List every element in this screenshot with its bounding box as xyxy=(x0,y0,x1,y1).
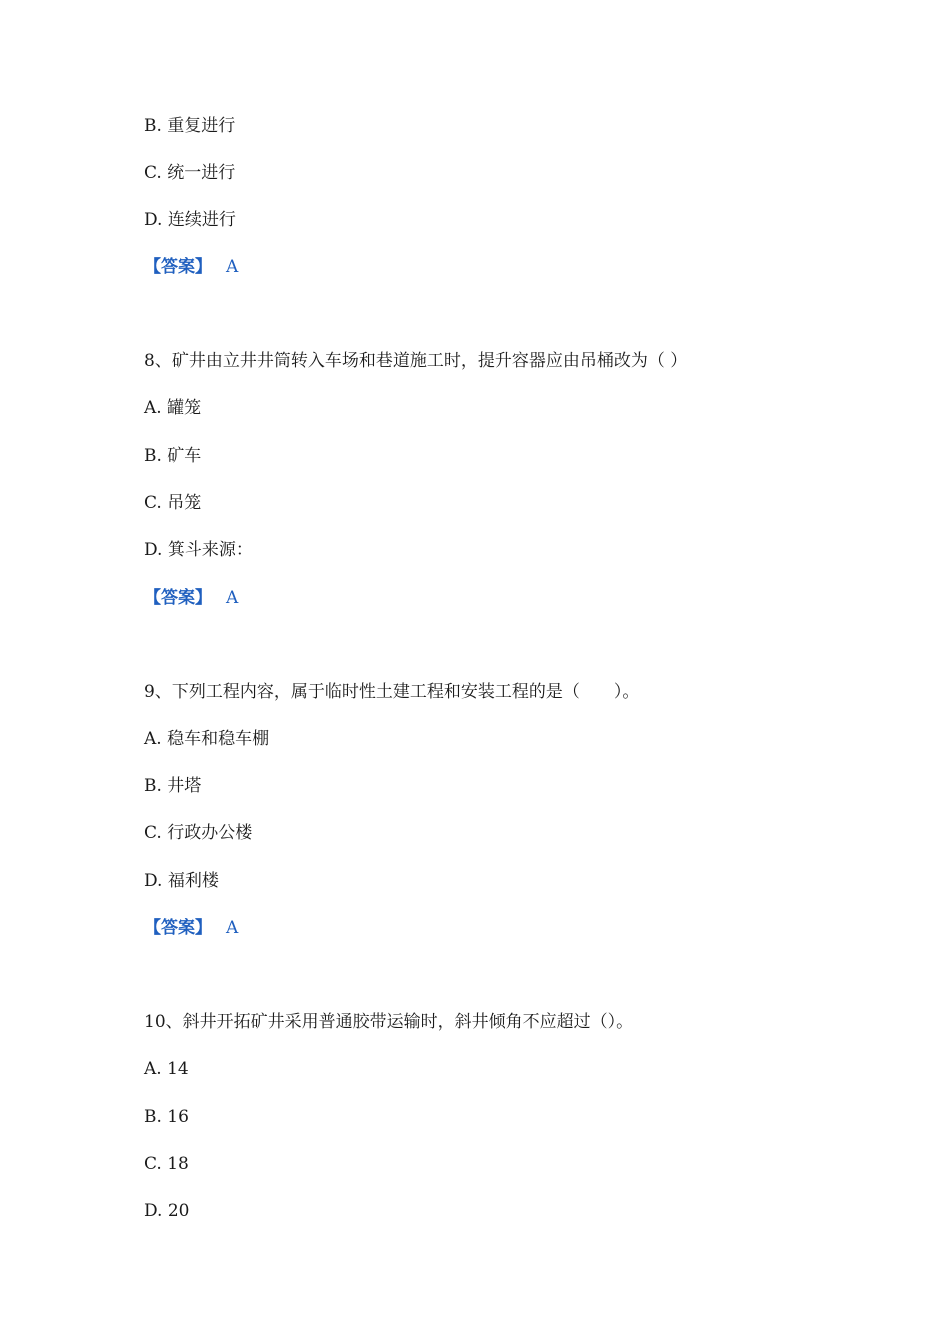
q8-option-c: C. 吊笼 xyxy=(144,493,202,513)
q9-answer-label: 【答案】 xyxy=(144,918,212,938)
q10-option-c: C. 18 xyxy=(144,1154,189,1174)
q9-option-a: A. 稳车和稳车棚 xyxy=(144,729,270,749)
q7-answer xyxy=(144,256,238,278)
q9-option-b: B. 井塔 xyxy=(144,776,202,796)
q8-answer xyxy=(144,587,238,609)
q8-answer-value: A xyxy=(226,588,239,608)
q9-answer-value: A xyxy=(226,918,239,938)
q8-question: 8、矿井由立井井筒转入车场和巷道施工时，提升容器应由吊桶改为（ ） xyxy=(144,351,688,371)
q7-option-d: D. 连续进行 xyxy=(144,210,236,230)
q8-option-b: B. 矿车 xyxy=(144,446,202,466)
q7-answer-value: A xyxy=(226,257,239,277)
q10-option-b: B. 16 xyxy=(144,1107,189,1127)
q7-option-b: B. 重复进行 xyxy=(144,116,236,136)
q8-option-d: D. 箕斗来源： xyxy=(144,540,253,560)
q8-option-a: A. 罐笼 xyxy=(144,398,202,418)
q10-question: 10、斜井开拓矿井采用普通胶带运输时，斜井倾角不应超过（）。 xyxy=(144,1012,634,1032)
q9-question: 9、下列工程内容，属于临时性土建工程和安装工程的是（ ）。 xyxy=(144,682,640,702)
q7-answer-label: 【答案】 xyxy=(144,257,212,277)
q9-option-c: C. 行政办公楼 xyxy=(144,823,253,843)
q9-option-d: D. 福利楼 xyxy=(144,871,219,891)
q9-answer xyxy=(144,917,238,939)
q7-option-c: C. 统一进行 xyxy=(144,163,236,183)
q8-answer-label: 【答案】 xyxy=(144,588,212,608)
q10-option-d: D. 20 xyxy=(144,1201,190,1221)
q10-option-a: A. 14 xyxy=(144,1059,189,1079)
